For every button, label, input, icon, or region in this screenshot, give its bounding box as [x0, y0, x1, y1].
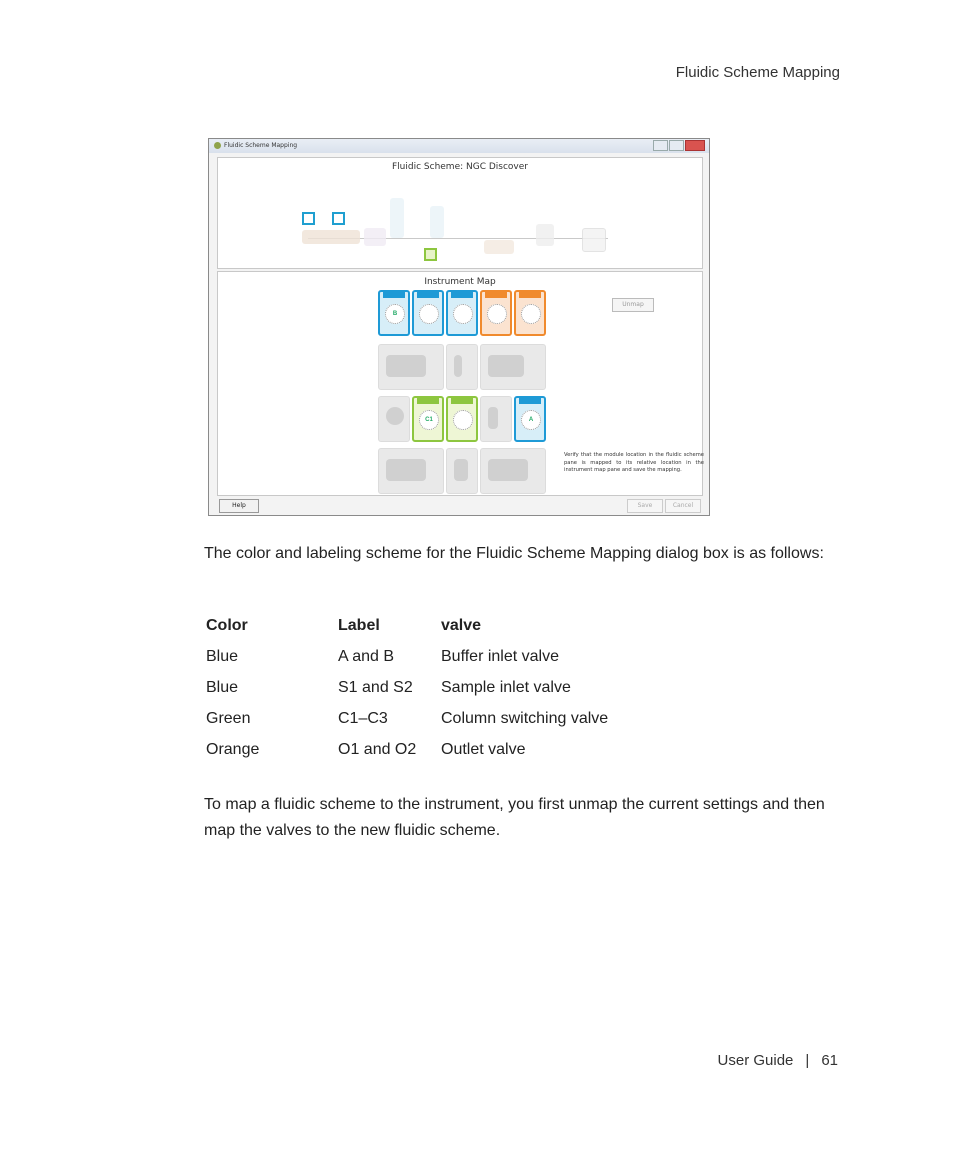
outro-paragraph: To map a fluidic scheme to the instrument, you first unmap the current settings and then map the valves to the new fluidic scheme.	[204, 796, 825, 839]
fluidic-scheme-pane	[217, 157, 703, 269]
module-silhouette	[488, 355, 524, 377]
slot-empty[interactable]	[480, 396, 512, 442]
slot-empty[interactable]	[480, 344, 546, 390]
slot-tab	[485, 292, 507, 298]
slot-tab	[451, 292, 473, 298]
window-controls	[653, 140, 705, 151]
page-footer	[718, 1052, 838, 1069]
slot-empty[interactable]	[480, 448, 546, 494]
table-cell: Outlet valve	[441, 740, 526, 758]
table-cell: A and B	[338, 647, 395, 665]
module-silhouette	[488, 459, 528, 481]
slot-empty[interactable]	[378, 344, 444, 390]
module-silhouette	[488, 407, 498, 429]
slot-tab	[519, 398, 541, 404]
valve-dial	[521, 304, 541, 324]
minimize-icon[interactable]	[653, 140, 668, 151]
save-button[interactable]: Save	[627, 499, 663, 513]
cancel-button[interactable]: Cancel	[665, 499, 701, 513]
column-valve-icon[interactable]	[424, 248, 437, 261]
table-row	[204, 641, 608, 672]
help-button[interactable]: Help	[219, 499, 259, 513]
column-header: Label	[338, 616, 380, 634]
slot-column-valve[interactable]	[412, 396, 444, 442]
module-silhouette	[386, 459, 426, 481]
table-cell: C1–C3	[338, 709, 388, 727]
table-cell: Orange	[206, 740, 260, 758]
module-silhouette	[454, 459, 468, 481]
footer-separator: |	[805, 1052, 810, 1069]
slot-empty[interactable]	[446, 448, 478, 494]
slot-empty[interactable]	[378, 448, 444, 494]
module-silhouette	[454, 355, 462, 377]
slot-sample-valve[interactable]	[514, 396, 546, 442]
valve-dial	[453, 410, 473, 430]
slot-tab	[519, 292, 541, 298]
valve-dial	[487, 304, 507, 324]
window-titlebar	[209, 139, 709, 153]
table-cell: Buffer inlet valve	[441, 647, 559, 665]
running-header: Fluidic Scheme Mapping	[675, 64, 840, 81]
map-pane-title: Instrument Map	[424, 277, 496, 287]
table-cell: Sample inlet valve	[441, 678, 571, 696]
verify-instruction: Verify that the module location in the fluidic scheme pane is mapped to its relative location in the instrument map pane and save the mapping.	[564, 452, 704, 473]
slot-column-valve[interactable]	[446, 396, 478, 442]
table-row	[204, 703, 608, 734]
module-silhouette	[386, 407, 404, 425]
valve-dial: A	[521, 410, 541, 430]
maximize-icon[interactable]	[669, 140, 684, 151]
slot-tab	[417, 292, 439, 298]
detector-module	[484, 240, 514, 254]
intro-paragraph: The color and labeling scheme for the Fluidic Scheme Mapping dialog box is as follows:	[204, 545, 824, 562]
sample-valve-icon[interactable]	[332, 212, 345, 225]
window-title: Fluidic Scheme Mapping	[224, 142, 298, 149]
slot-blue-valve[interactable]	[412, 290, 444, 336]
instrument-map-pane	[217, 271, 703, 496]
slot-empty[interactable]	[446, 344, 478, 390]
table-cell: Blue	[206, 678, 239, 696]
table-cell: Column switching valve	[441, 709, 609, 727]
slot-outlet-valve[interactable]	[480, 290, 512, 336]
footer-doc-title: User Guide	[717, 1052, 794, 1069]
slot-tab	[451, 398, 473, 404]
uv-module	[536, 224, 554, 246]
valve-dial: B	[385, 304, 405, 324]
slot-buffer-valve[interactable]	[378, 290, 410, 336]
module-silhouette	[386, 355, 426, 377]
close-icon[interactable]	[685, 140, 705, 151]
slot-tab	[383, 292, 405, 298]
table-cell: O1 and O2	[338, 740, 417, 758]
table-row	[204, 734, 608, 765]
column-header: valve	[441, 616, 482, 634]
mixer-module	[364, 228, 386, 246]
table-cell: Green	[206, 709, 251, 727]
pump-module	[302, 230, 360, 244]
valve-dial	[453, 304, 473, 324]
slot-tab	[417, 398, 439, 404]
page-number: 61	[821, 1052, 838, 1069]
slot-empty[interactable]	[378, 396, 410, 442]
color-label-table	[204, 610, 608, 765]
valve-dial	[419, 304, 439, 324]
table-header-row	[204, 610, 608, 641]
table-cell: S1 and S2	[338, 678, 413, 696]
unmap-button[interactable]: Unmap	[612, 298, 654, 312]
slot-blue-valve[interactable]	[446, 290, 478, 336]
column-header: Color	[206, 616, 248, 634]
app-icon	[214, 142, 221, 149]
scheme-pane-title: Fluidic Scheme: NGC Discover	[392, 162, 528, 172]
dialog-screenshot	[208, 138, 710, 516]
collector-module	[582, 228, 606, 252]
buffer-valve-icon[interactable]	[302, 212, 315, 225]
column-module	[430, 206, 444, 238]
table-row	[204, 672, 608, 703]
slot-outlet-valve[interactable]	[514, 290, 546, 336]
pressure-module	[390, 198, 404, 238]
valve-dial: C1	[419, 410, 439, 430]
table-cell: Blue	[206, 647, 239, 665]
